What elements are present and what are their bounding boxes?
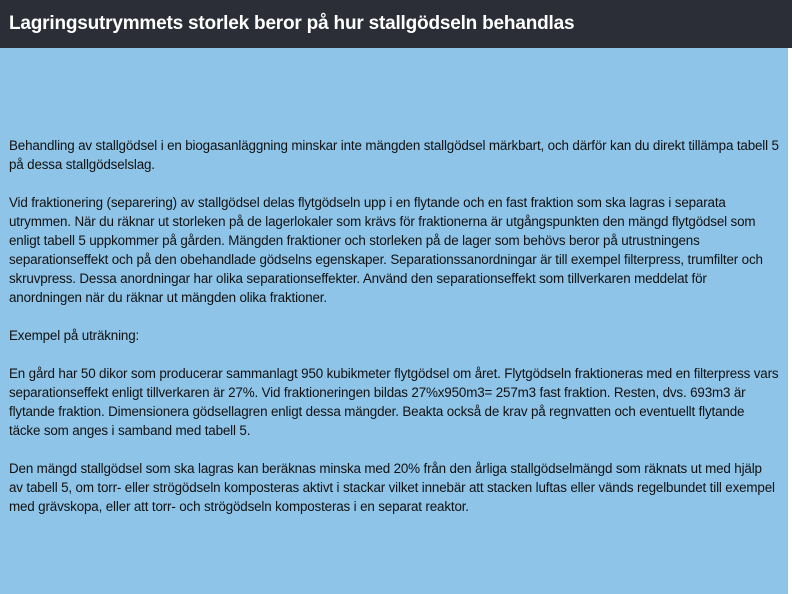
paragraph-biogas: Behandling av stallgödsel i en biogasanläggning minskar inte mängden stallgödsel märkbart, och därför kan du direkt tillämpa tabell 5 på dessa stallgödselslag. [9, 138, 779, 172]
title-bar [0, 0, 792, 48]
paragraph-fractionation: Vid fraktionering (separering) av stallgödsel delas flytgödseln upp i en flytande och en fast fraktion som ska lagras i separata utrymmen. När du räknar ut storleken på de lagerlokaler som krävs för fraktionerna är utgångspunkten den mängd flytgödsel som enligt tabell 5 uppkommer på gården. Mängden fraktioner och storleken på de lager som behövs beror på utrustningens separationseffekt och på den obehandlade gödselns egenskaper. Separationssanordningar är till exempel filterpress, trumfilter och skruvpress. Dessa anordningar har olika separationseffekter. Använd den separationseffekt som tillverkaren meddelat för anordningen när du räknar ut mängden olika fraktioner. [9, 195, 763, 305]
paragraph-composting: Den mängd stallgödsel som ska lagras kan beräknas minska med 20% från den årliga stallgödselmängd som räknats ut med hjälp av tabell 5, om torr- eller strögödseln komposteras aktivt i stackar vilket innebär att stacken luftas eller vänds regelbundet till exempel med grävskopa, eller att torr- och strögödseln komposteras i en separat reaktor. [9, 461, 775, 514]
paragraph-example-heading: Exempel på uträkning: [9, 328, 140, 343]
paragraph-example: En gård har 50 dikor som producerar sammanlagt 950 kubikmeter flytgödsel om året. Flytgödseln fraktioneras med en filterpress vars separationseffekt enligt tillverkaren är 27%. Vid fraktioneringen bildas 27%x950m3= 257m3 fast fraktion. Resten, dvs. 693m3 är flytande fraktion. Dimensionera gödsellagren enligt dessa mängder. Beakta också de krav på regnvatten och eventuellt flytande täcke som anges i samband med tabell 5. [9, 366, 779, 438]
body-text [9, 136, 779, 516]
slide-title: Lagringsutrymmets storlek beror på hur stallgödseln behandlas [9, 13, 575, 34]
